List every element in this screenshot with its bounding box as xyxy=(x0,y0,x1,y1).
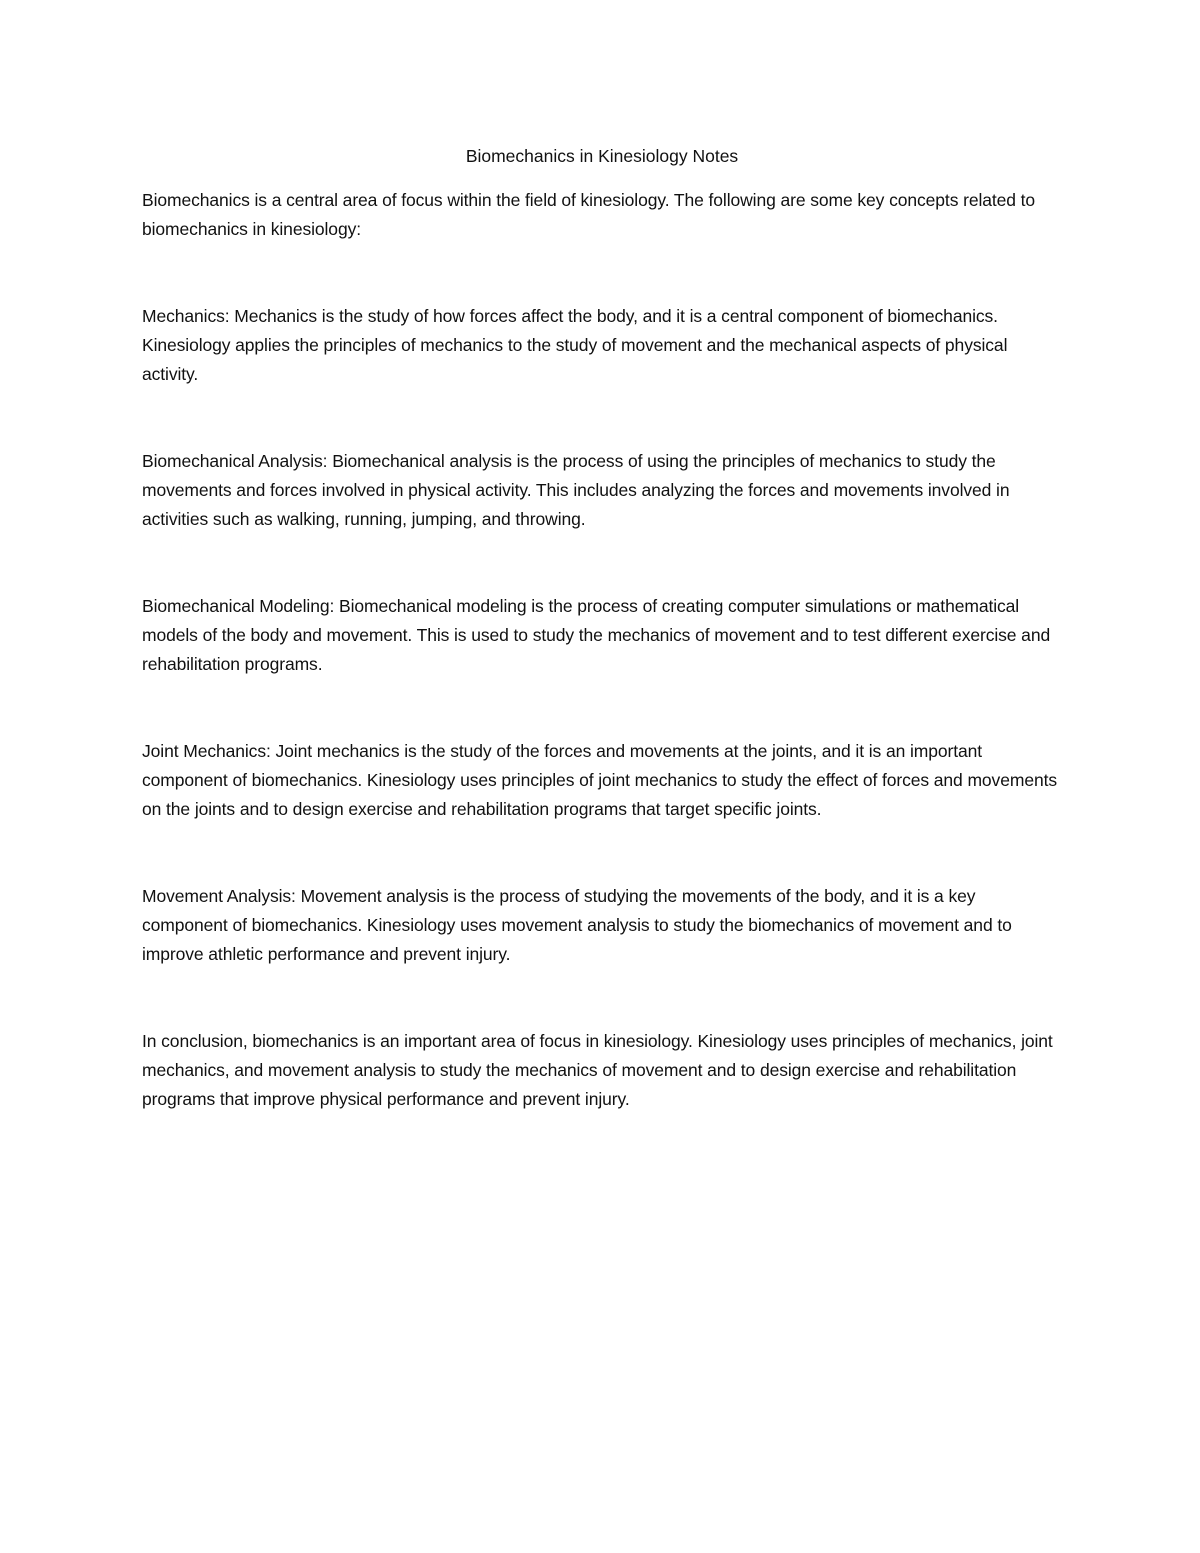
document-page xyxy=(142,142,1062,1114)
section-mechanics: Mechanics: Mechanics is the study of how forces affect the body, and it is a central component of biomechanics. Kinesiology applies the principles of mechanics to the study of movement and the mechanical aspects of physical activity. xyxy=(142,306,1008,384)
section-biomechanical-analysis: Biomechanical Analysis: Biomechanical analysis is the process of using the principles of mechanics to study the movements and forces involved in physical activity. This includes analyzing the forces and movements involved in activities such as walking, running, jumping, and throwing. xyxy=(142,451,1010,529)
document-title: Biomechanics in Kinesiology Notes xyxy=(465,146,739,166)
section-biomechanical-modeling: Biomechanical Modeling: Biomechanical modeling is the process of creating computer simulations or mathematical models of the body and movement. This is used to study the mechanics of movement and to test different exercise and rehabilitation programs. xyxy=(142,596,1051,674)
section-movement-analysis: Movement Analysis: Movement analysis is the process of studying the movements of the body, and it is a key component of biomechanics. Kinesiology uses movement analysis to study the biomechanics of movement and to improve athletic performance and prevent injury. xyxy=(142,886,1012,964)
conclusion-paragraph: In conclusion, biomechanics is an important area of focus in kinesiology. Kinesiology uses principles of mechanics, joint mechanics, and movement analysis to study the mechanics of movement and to design exercise and rehabilitation programs that improve physical performance and prevent injury. xyxy=(142,1031,1053,1109)
section-joint-mechanics: Joint Mechanics: Joint mechanics is the study of the forces and movements at the joints, and it is an important component of biomechanics. Kinesiology uses principles of joint mechanics to study the effect of forces and movements on the joints and to design exercise and rehabilitation programs that target specific joints. xyxy=(142,741,1057,819)
intro-paragraph: Biomechanics is a central area of focus within the field of kinesiology. The following are some key concepts related to biomechanics in kinesiology: xyxy=(142,190,1036,239)
